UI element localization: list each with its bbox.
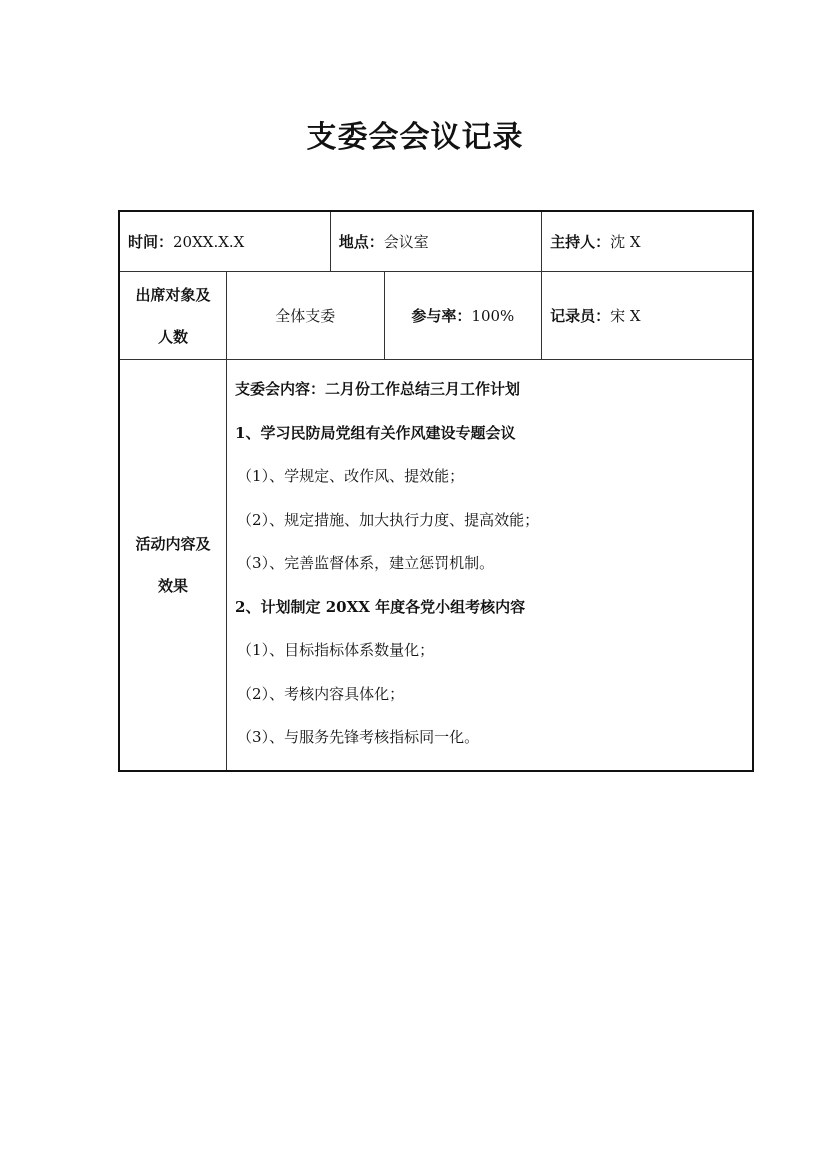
list-item: （3）、完善监督体系，建立惩罚机制。 [237, 554, 495, 572]
activity-content-cell [227, 360, 753, 771]
host-value: 沈 X [610, 233, 641, 251]
participation-label: 参与率： [411, 307, 472, 325]
list-item: 2、计划制定 20XX 年度各党小组考核内容 [235, 597, 526, 616]
recorder-label: 记录员： [550, 307, 611, 325]
host-label: 主持人： [550, 233, 611, 251]
content-heading [235, 368, 744, 412]
activity-label-line2: 效果 [158, 576, 189, 595]
host-cell [542, 211, 753, 272]
attendees-label-line2: 人数 [158, 327, 189, 346]
participation-cell [384, 272, 542, 360]
list-item: （3）、与服务先锋考核指标同一化。 [237, 728, 480, 746]
table-row [119, 360, 753, 771]
recorder-cell [542, 272, 753, 360]
attendees-label-cell [119, 272, 227, 360]
meeting-record-table [118, 210, 754, 772]
recorder-value: 宋 X [610, 307, 641, 325]
time-cell [119, 211, 330, 272]
place-cell [330, 211, 541, 272]
list-item: （2）、规定措施、加大执行力度、提高效能； [237, 510, 540, 529]
content-heading-value: 二月份工作总结三月工作计划 [325, 380, 521, 398]
content-heading-label: 支委会内容： [235, 380, 326, 398]
list-item: （1）、学规定、改作风、提效能； [237, 467, 465, 485]
place-value: 会议室 [383, 233, 429, 251]
attendees-value: 全体支委 [227, 272, 385, 360]
activity-label-cell [119, 360, 227, 771]
time-value: 20XX.X.X [173, 233, 245, 251]
list-item: 1、学习民防局党组有关作风建设专题会议 [235, 423, 516, 442]
list-item: （2）、考核内容具体化； [237, 684, 405, 703]
page-title: 支委会会议记录 [306, 120, 524, 155]
place-label: 地点： [338, 233, 384, 251]
attendees-label-line1: 出席对象及 [135, 285, 211, 304]
activity-label-line1: 活动内容及 [135, 534, 211, 553]
list-item: （1）、目标指标体系数量化； [237, 641, 435, 659]
table-row [119, 272, 753, 360]
time-label: 时间： [128, 233, 174, 251]
participation-value: 100% [471, 307, 515, 325]
table-row [119, 211, 753, 272]
